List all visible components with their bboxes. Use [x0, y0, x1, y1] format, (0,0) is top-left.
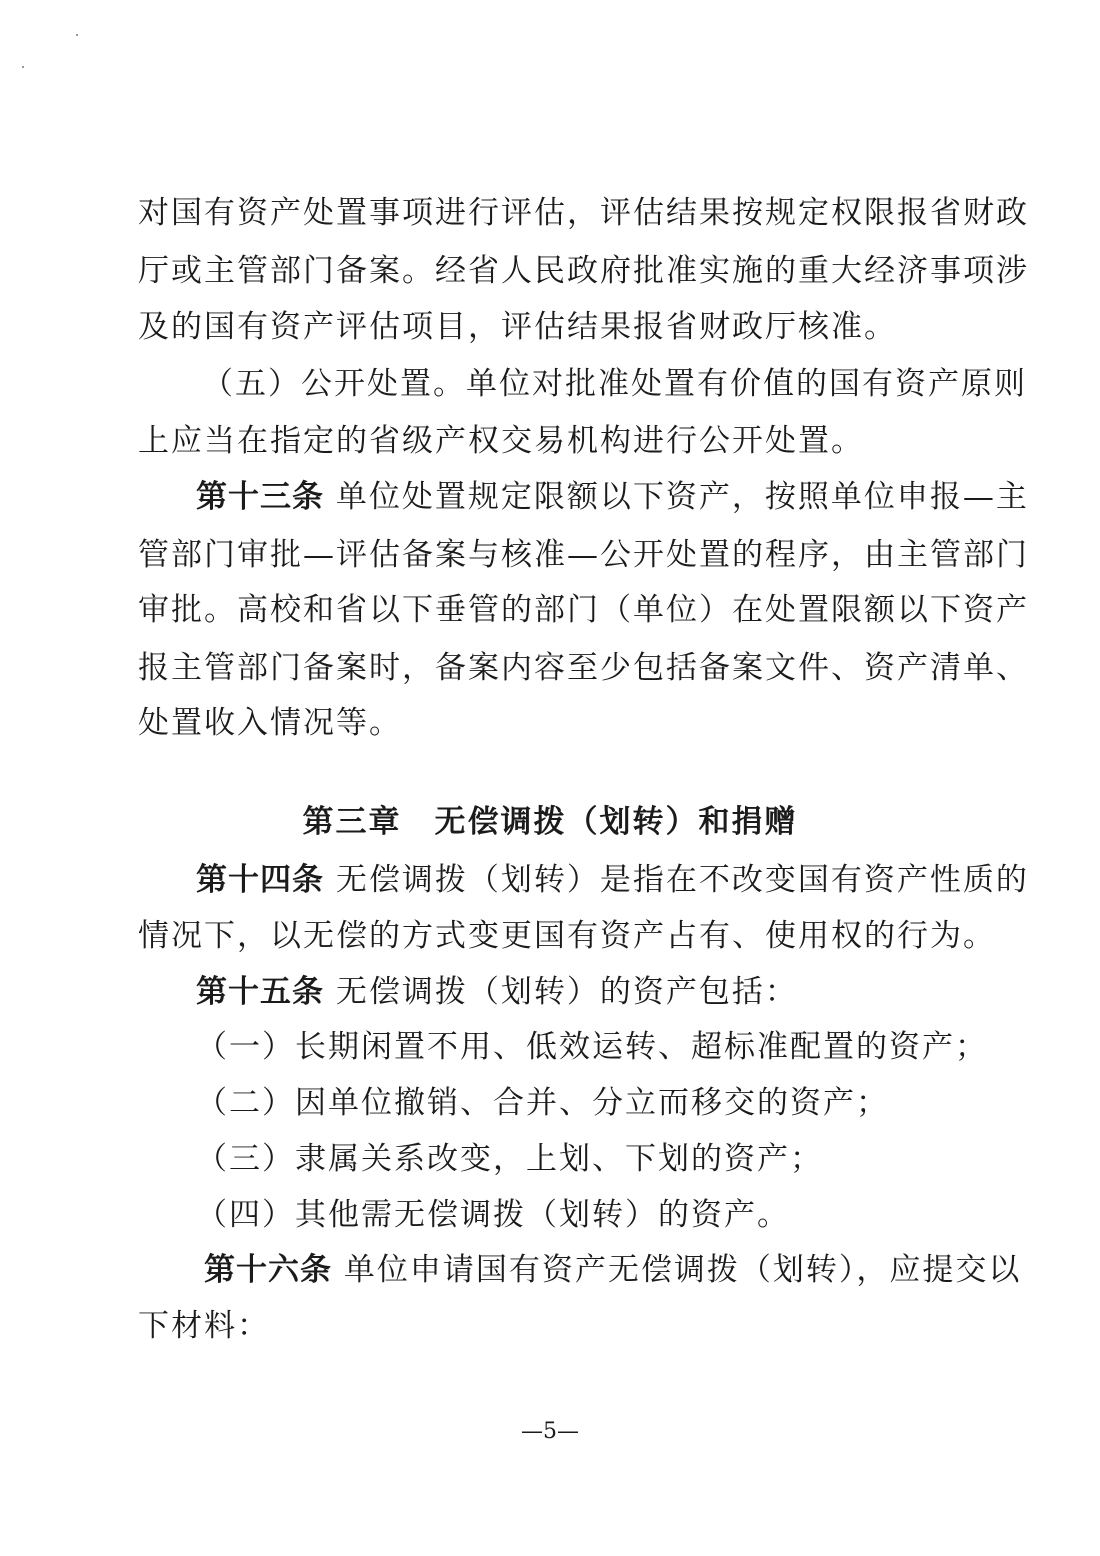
- article-14-line: [196, 860, 1029, 900]
- list-item: （三）隶属关系改变，上划、下划的资产；: [196, 1141, 823, 1177]
- body-line: 及的国有资产评估项目，评估结果报省财政厅核准。: [138, 309, 897, 345]
- body-line: 审批。高校和省以下垂管的部门（单位）在处置限额以下资产: [138, 592, 1029, 628]
- body-line: 下材料：: [138, 1308, 270, 1344]
- article-13-text: 单位处置规定限额以下资产，按照单位申报—主: [335, 479, 1029, 515]
- scan-speck: [22, 66, 24, 68]
- article-14-heading: 第十四条: [196, 862, 324, 898]
- body-line: 厅或主管部门备案。经省人民政府批准实施的重大经济事项涉: [138, 253, 1029, 289]
- body-line: 报主管部门备案时，备案内容至少包括备案文件、资产清单、: [138, 650, 1029, 686]
- body-line: （五）公开处置。单位对批准处置有价值的国有资产原则: [202, 366, 1027, 402]
- article-14-text: 无偿调拨（划转）是指在不改变国有资产性质的: [335, 862, 1029, 898]
- scan-speck: [76, 34, 78, 36]
- article-16-text: 单位申请国有资产无偿调拨（划转），应提交以: [343, 1252, 1022, 1288]
- article-15-heading: 第十五条: [196, 974, 324, 1010]
- body-line: 情况下，以无偿的方式变更国有资产占有、使用权的行为。: [138, 918, 996, 954]
- list-item: （二）因单位撤销、合并、分立而移交的资产；: [196, 1085, 889, 1121]
- body-line: 管部门审批—评估备案与核准—公开处置的程序，由主管部门: [138, 537, 1029, 573]
- article-16-heading: 第十六条: [204, 1252, 332, 1288]
- article-13-line: [196, 477, 1029, 517]
- page-number: —5—: [521, 1419, 579, 1444]
- body-line: 对国有资产处置事项进行评估，评估结果按规定权限报省财政: [138, 195, 1029, 231]
- article-15-text: 无偿调拨（划转）的资产包括：: [335, 974, 798, 1010]
- article-13-heading: 第十三条: [196, 479, 324, 515]
- list-item: （一）长期闲置不用、低效运转、超标准配置的资产；: [196, 1029, 988, 1065]
- body-line: 处置收入情况等。: [138, 705, 402, 741]
- body-line: 上应当在指定的省级产权交易机构进行公开处置。: [138, 423, 864, 459]
- article-15-line: [196, 972, 798, 1012]
- chapter-title: 第三章 无偿调拨（划转）和捐赠: [302, 804, 798, 840]
- article-16-line: [204, 1250, 1021, 1290]
- list-item: （四）其他需无偿调拨（划转）的资产。: [196, 1197, 790, 1233]
